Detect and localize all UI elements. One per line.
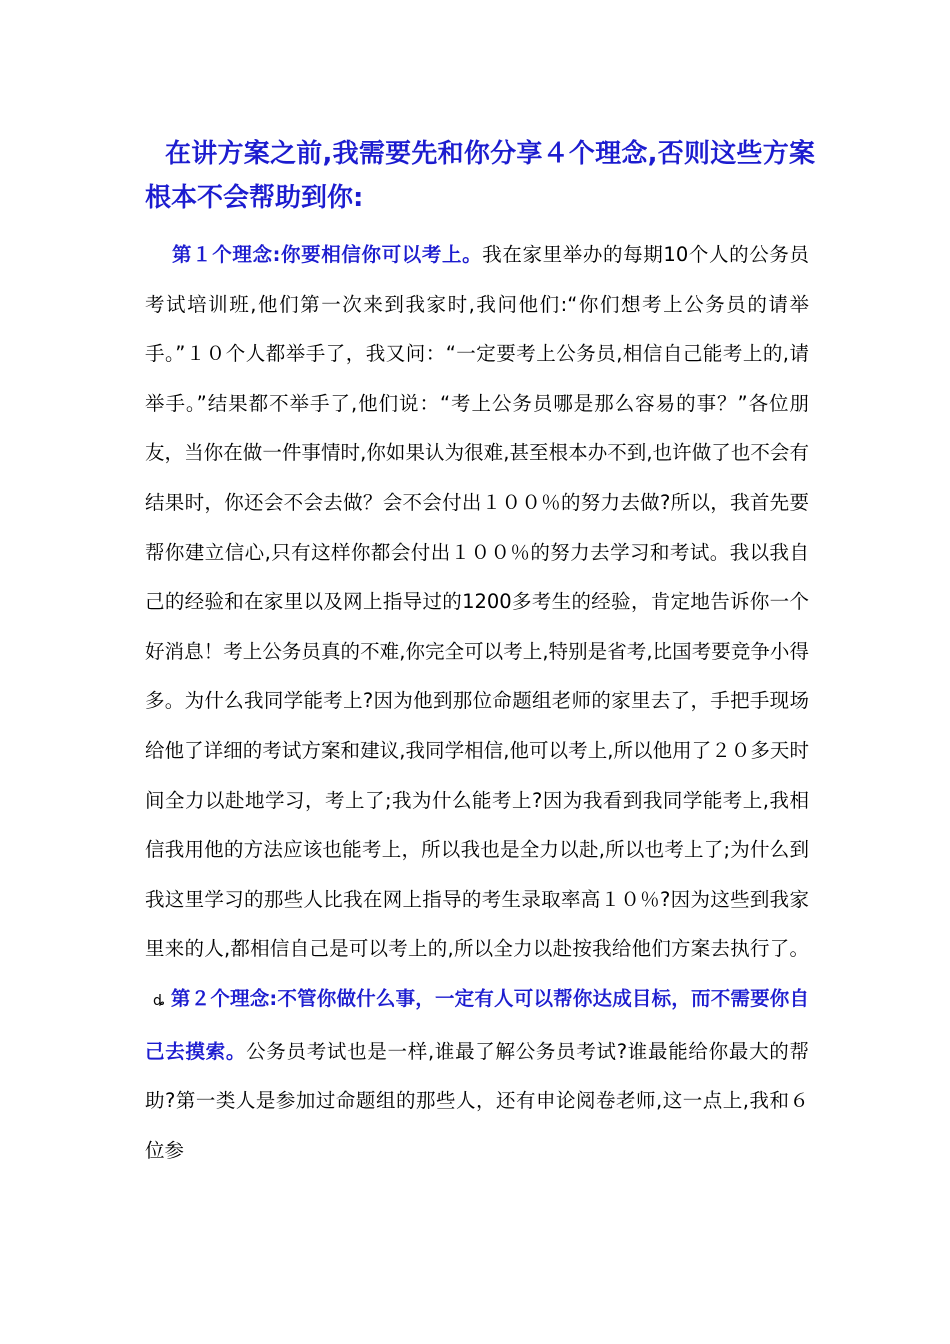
concept-1-text: 我在家里举办的每期10个人的公务员考试培训班,他们第一次来到我家时,我问他们:“你们想考上公务员的请举手。”１０个人都举手了，我又问：“一定要考上公务员,相信自己能考上的,请举手。”结果都不举手了,他们说：“考上公务员哪是那么容易的事？”各位朋友，当你在做一件事情时,你如果认为很难,甚至根本办不到,也许做了也不会有结果时，你还会不会去做？会不会付出１００％的努力去做?所以，我首先要帮你建立信心,只有这样你都会付出１００％的努力去学习和考试。我以我自己的经验和在家里以及网上指导过的1200多考生的经验，肯定地告诉你一个好消息！考上公务员真的不难,你完全可以考上,特别是省考,比国考要竞争小得多。为什么我同学能考上?因为他到那位命题组老师的家里去了，手把手现场给他了详细的考试方案和建议,我同学相信,他可以考上,所以他用了２０多天时间全力以赴地学习，考上了;我为什么能考上?因为我看到我同学能考上,我相信我用他的方法应该也能考上，所以我也是全力以赴,所以也考上了;为什么到我这里学习的那些人比我在网上指导的考生录取率高１０％?因为这些到我家里来的人,都相信自己是可以考上的,所以全力以赴按我给他们方案去执行了。 bbox=[145, 243, 809, 961]
paragraph-mark: ȡ bbox=[153, 992, 165, 1009]
body-text bbox=[145, 230, 809, 1175]
section-heading: 在讲方案之前,我需要先和你分享４个理念,否则这些方案根本不会帮助到你: bbox=[145, 139, 815, 213]
concept-2-text: 公务员考试也是一样,谁最了解公务员考试?谁最能给你最大的帮助?第一类人是参加过命题组的那些人，还有申论阅卷老师,这一点上,我和６位参 bbox=[145, 1039, 809, 1162]
concept-2-lead: 第２个理念:不管你做什么事，一定有人可以帮你达成目标，而不需要你自己去摸索。 bbox=[145, 986, 809, 1063]
concept-1-lead: 第１个理念:你要相信你可以考上。 bbox=[172, 243, 483, 266]
